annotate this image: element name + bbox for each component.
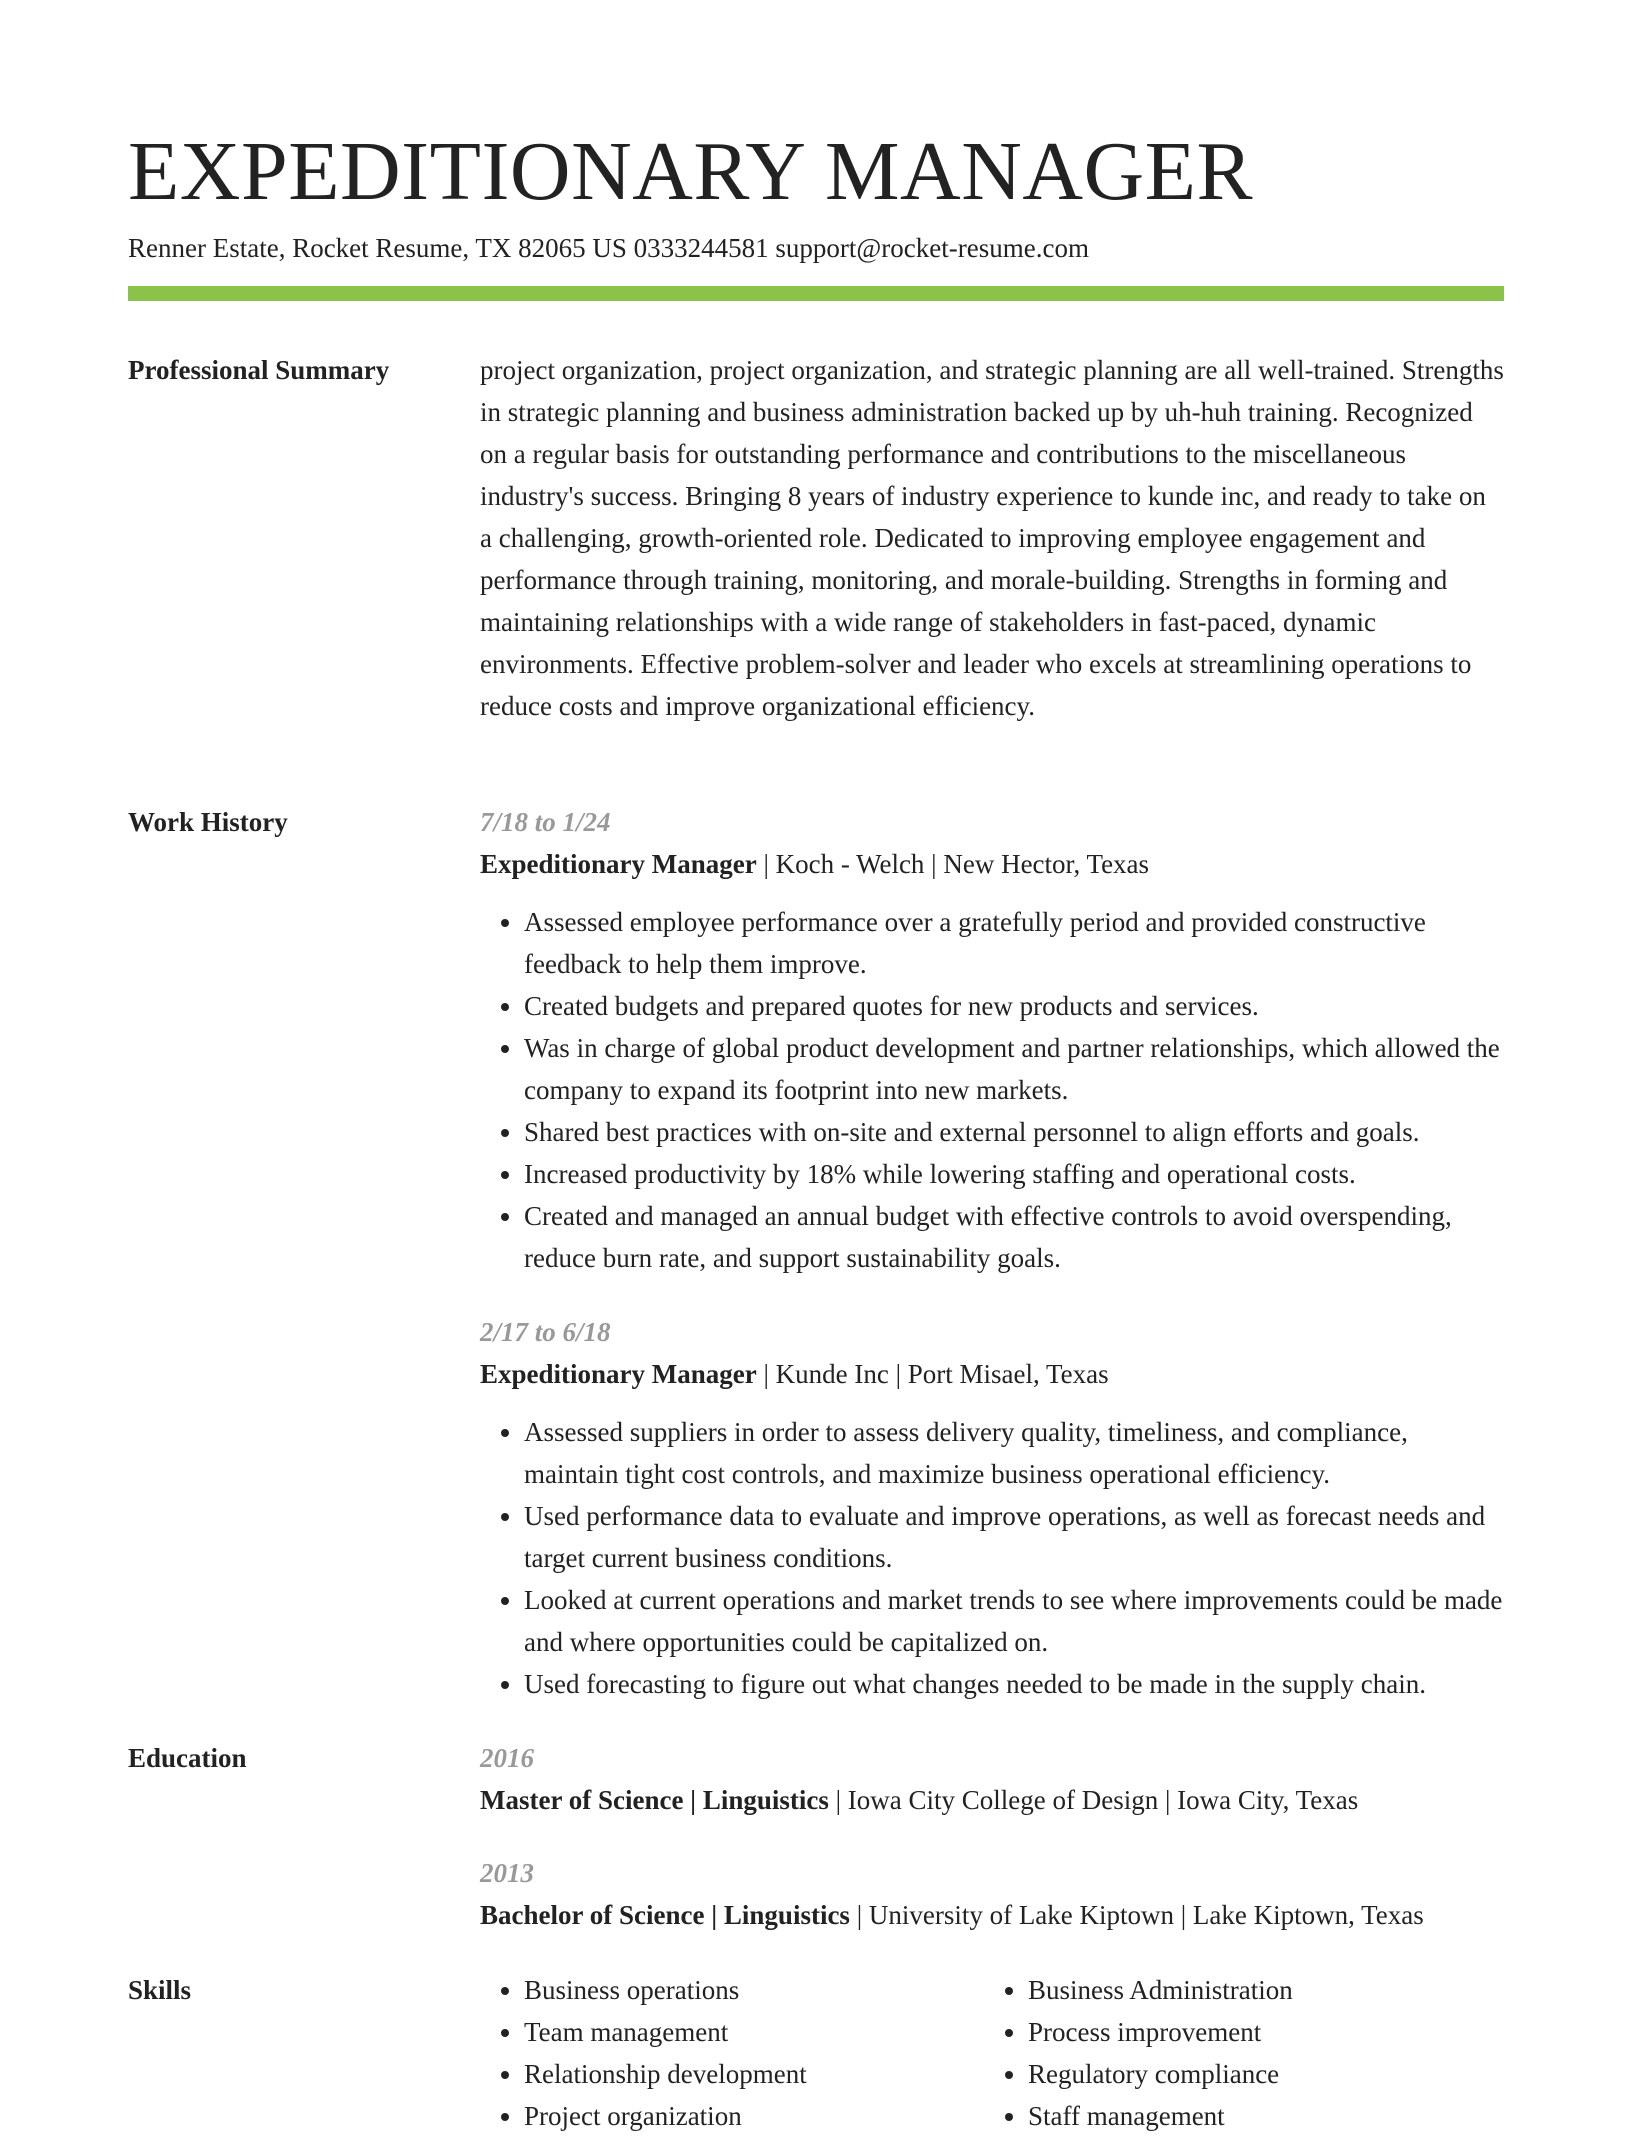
job-dates: 7/18 to 1/24 (480, 807, 611, 837)
education-line (480, 1894, 1504, 1936)
section-label-work-history: Work History (128, 807, 288, 837)
job-bullets (480, 1411, 1504, 1705)
job-bullet: • Used performance data to evaluate and improve operations, as well as forecast needs and target current business conditions. (524, 1495, 1504, 1579)
job-bullet: • Assessed employee performance over a gratefully period and provided constructive feedback to help them improve. (524, 901, 1504, 985)
job-bullet: • Looked at current operations and market trends to see where improvements could be made and where opportunities could be capitalized on. (524, 1579, 1504, 1663)
degree-name: Master of Science | Linguistics (480, 1785, 829, 1815)
degree-name: Bachelor of Science | Linguistics (480, 1900, 850, 1930)
skill-item: • Relationship development (524, 2053, 984, 2095)
job-title: Expeditionary Manager (480, 1359, 757, 1389)
school-location: | University of Lake Kiptown | Lake Kiptown, Texas (849, 1900, 1424, 1930)
skill-item: • Regulatory compliance (1028, 2053, 1498, 2095)
skill-item: • Team management (524, 2011, 984, 2053)
skill-item: • Project organization (524, 2095, 984, 2137)
education-year: 2013 (480, 1858, 534, 1888)
job-bullet: • Assessed suppliers in order to assess delivery quality, timeliness, and compliance, maintain tight cost controls, and maximize business operational efficiency. (524, 1411, 1504, 1495)
school-location: | Iowa City College of Design | Iowa City, Texas (828, 1785, 1359, 1815)
skill-item: • Business Administration (1028, 1969, 1498, 2011)
skill-item: • Process improvement (1028, 2011, 1498, 2053)
job-bullet: • Shared best practices with on-site and external personnel to align efforts and goals. (524, 1111, 1504, 1153)
job-bullets (480, 901, 1504, 1279)
education-year: 2016 (480, 1743, 534, 1773)
education-entry (480, 1737, 1504, 1821)
summary-text: project organization, project organization, and strategic planning are all well-trained. Strengths in strategic planning and business administration backed up by uh-huh training. Recognized on a regular basis for outstanding performance and contributions to the miscellaneous industry's success. Bringing 8 years of industry experience to kunde inc, and ready to take on a challenging, growth-oriented role. Dedicated to improving employee engagement and performance through training, monitoring, and morale-building. Strengths in forming and maintaining relationships with a wide range of stakeholders in fast-paced, dynamic environments. Effective problem-solver and leader who excels at streamlining operations to reduce costs and improve organizational efficiency. (480, 355, 1504, 721)
job-entry (480, 1311, 1504, 1705)
job-role-line (480, 1353, 1504, 1395)
resume-title: EXPEDITIONARY MANAGER (128, 125, 1254, 218)
contact-line: Renner Estate, Rocket Resume, TX 82065 US 0333244581 support@rocket-resume.com (128, 233, 1089, 263)
work-history-body (480, 801, 1504, 1705)
job-role-line (480, 843, 1504, 885)
job-company-location: | Koch - Welch | New Hector, Texas (756, 849, 1150, 879)
skill-item: • Staff management (1028, 2095, 1498, 2137)
summary-body (480, 349, 1504, 727)
education-line (480, 1779, 1504, 1821)
section-label-summary: Professional Summary (128, 355, 390, 385)
job-title: Expeditionary Manager (480, 849, 757, 879)
job-bullet: • Was in charge of global product development and partner relationships, which allowed the company to expand its footprint into new markets. (524, 1027, 1504, 1111)
job-bullet: • Created budgets and prepared quotes for new products and services. (524, 985, 1504, 1027)
job-bullet: • Used forecasting to figure out what changes needed to be made in the supply chain. (524, 1663, 1504, 1705)
section-label-skills: Skills (128, 1975, 192, 2005)
job-bullet: • Increased productivity by 18% while lowering staffing and operational costs. (524, 1153, 1504, 1195)
header-divider (128, 286, 1504, 301)
section-label-education: Education (128, 1743, 247, 1773)
job-dates: 2/17 to 6/18 (480, 1317, 611, 1347)
skill-item: • Business operations (524, 1969, 984, 2011)
job-bullet: • Created and managed an annual budget with effective controls to avoid overspending, reduce burn rate, and support sustainability goals. (524, 1195, 1504, 1279)
job-entry (480, 801, 1504, 1279)
education-entry (480, 1852, 1504, 1936)
education-body (480, 1737, 1504, 1936)
job-company-location: | Kunde Inc | Port Misael, Texas (756, 1359, 1109, 1389)
